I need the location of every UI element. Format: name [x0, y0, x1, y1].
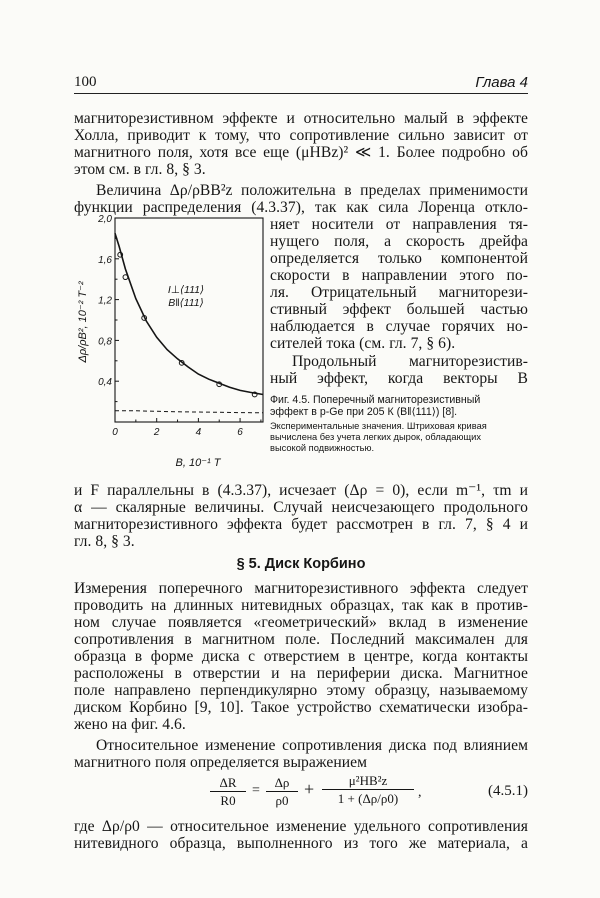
- figure-caption-note: Экспериментальные значения. Штриховая кривая: [270, 421, 487, 431]
- side-text-line: скорости в направлении этого по-: [270, 267, 528, 284]
- eq-term1-numerator: Δρ: [274, 775, 290, 790]
- page-number: 100: [74, 74, 97, 90]
- y-tick-label: 0,4: [98, 377, 112, 389]
- y-tick-label: 0,8: [98, 336, 112, 348]
- eq-term2-numerator: μ²HB²z: [348, 773, 388, 788]
- side-text-line: нущего поля, а скорость дрейфа: [270, 233, 528, 250]
- legend-entry: I⊥⟨111⟩: [167, 284, 205, 296]
- figure-caption-title: Фиг. 4.5. Поперечный магниторезистивный: [270, 394, 481, 406]
- y-tick-label: 1,2: [98, 295, 112, 307]
- side-text-line: няет носители от направления тя-: [270, 216, 528, 233]
- body-line: образца в форме диска с отверстием в центре, когда контакты: [74, 648, 528, 665]
- body-line: Относительное изменение сопротивления диска под влиянием: [96, 737, 528, 754]
- body-line: и F параллельны в (4.3.37), исчезает (Δρ = 0), если m⁻¹, τm и: [74, 482, 528, 499]
- header-rule: [74, 93, 528, 94]
- dashed-curve: [115, 411, 263, 413]
- figure-caption-note: вычислена без учета легких дырок, обладающих: [270, 432, 481, 442]
- body-line: сопротивления в магнитном поле. Последний максимален для: [74, 631, 528, 648]
- plot-frame: [115, 218, 263, 422]
- body-line: расположены в отверстии и на периферии диска. Магнитное: [74, 665, 528, 682]
- y-tick-label: 1,6: [98, 254, 112, 266]
- body-line: диском Корбино [9, 10]. Такое устройство схематически изобра-: [74, 699, 528, 716]
- body-line: Холла, приводит к тому, что сопротивление сильно зависит от: [74, 127, 528, 144]
- eq-lhs-denominator: R0: [220, 793, 236, 808]
- eq-lhs-numerator: ΔR: [219, 775, 237, 790]
- side-text-line: Продольный магниторезистив-: [292, 353, 528, 370]
- legend-entry: B‖⟨111⟩: [168, 297, 204, 309]
- eq-comma: ,: [418, 785, 422, 800]
- equation-number: (4.5.1): [488, 783, 528, 799]
- eq-lhs-fraction: [210, 775, 246, 808]
- body-line: поле направлено перпендикулярно этому образцу, называемому: [74, 682, 528, 699]
- body-line: этом см. в гл. 8, § 3.: [74, 161, 206, 178]
- side-text-line: сителей тока (см. гл. 7, § 6).: [270, 335, 456, 352]
- eq-term1-denominator: ρ0: [275, 793, 289, 808]
- body-line: где Δρ/ρ0 — относительное изменение удельного сопротивления: [74, 818, 528, 835]
- chapter-title: Глава 4: [475, 74, 528, 91]
- x-tick-label: 4: [195, 427, 202, 438]
- eq-term1-fraction: [266, 775, 298, 808]
- side-text-line: ный эффект, когда векторы B: [270, 370, 528, 387]
- eq-plus-sign: +: [304, 779, 315, 799]
- body-line: Величина Δρ/ρBB²z положительна в пределах применимости: [96, 182, 528, 199]
- body-line: магниторезистивном эффекте и относительно малый в эффекте: [74, 110, 528, 127]
- eq-equals-sign: =: [252, 783, 260, 798]
- body-line: магнитного поля, хотя все еще (μHBz)² ≪ 1. Более подробно об: [74, 144, 528, 161]
- x-tick-label: 2: [153, 427, 160, 438]
- y-tick-label: 2,0: [98, 214, 112, 225]
- side-text-line: ля. Отрицательный магниторези-: [270, 284, 528, 301]
- body-line: ном случае появляется «геометрический» вклад в изменение: [74, 614, 528, 631]
- side-text-line: определяется только компонентой: [270, 250, 528, 267]
- body-line: гл. 8, § 3.: [74, 533, 135, 550]
- body-line: Измерения поперечного магниторезистивного эффекта следует: [74, 580, 528, 597]
- section-title: § 5. Диск Корбино: [236, 556, 366, 572]
- eq-term2-denominator: 1 + (Δρ/ρ0): [337, 791, 399, 806]
- figure-chart: [74, 210, 270, 475]
- body-line: жено на фиг. 4.6.: [74, 716, 186, 733]
- eq-term2-fraction: [322, 773, 414, 806]
- body-line: нитевидного образца, выполненного из того же материала, а: [74, 835, 528, 852]
- side-text-line: стивный эффект большей частью: [270, 301, 528, 318]
- x-tick-label: 6: [237, 427, 243, 438]
- side-text-line: наблюдается в случае горячих но-: [270, 318, 528, 335]
- body-line: α — скалярные величины. Случай неисчезающего продольного: [74, 499, 528, 516]
- body-line: магнитного поля определяется выражением: [74, 754, 368, 771]
- x-axis-label: B, 10⁻¹ T: [175, 457, 221, 469]
- x-tick-label: 0: [112, 427, 118, 438]
- fitted-curve: [115, 233, 263, 394]
- body-line: проводить на длинных нитевидных образцах, так как в против-: [74, 597, 528, 614]
- figure-caption-note: высокой подвижностью.: [270, 443, 375, 453]
- body-line: функции распределения (4.3.37), так как сила Лоренца откло-: [74, 199, 528, 216]
- figure-caption-title: эффект в p-Ge при 205 К (B‖⟨111⟩) [8].: [270, 406, 458, 418]
- y-axis-label: Δρ/ρB², 10⁻² T⁻²: [77, 281, 89, 363]
- body-line: магниторезистивного эффекта будет рассмотрен в гл. 7, § 4 и: [74, 516, 528, 533]
